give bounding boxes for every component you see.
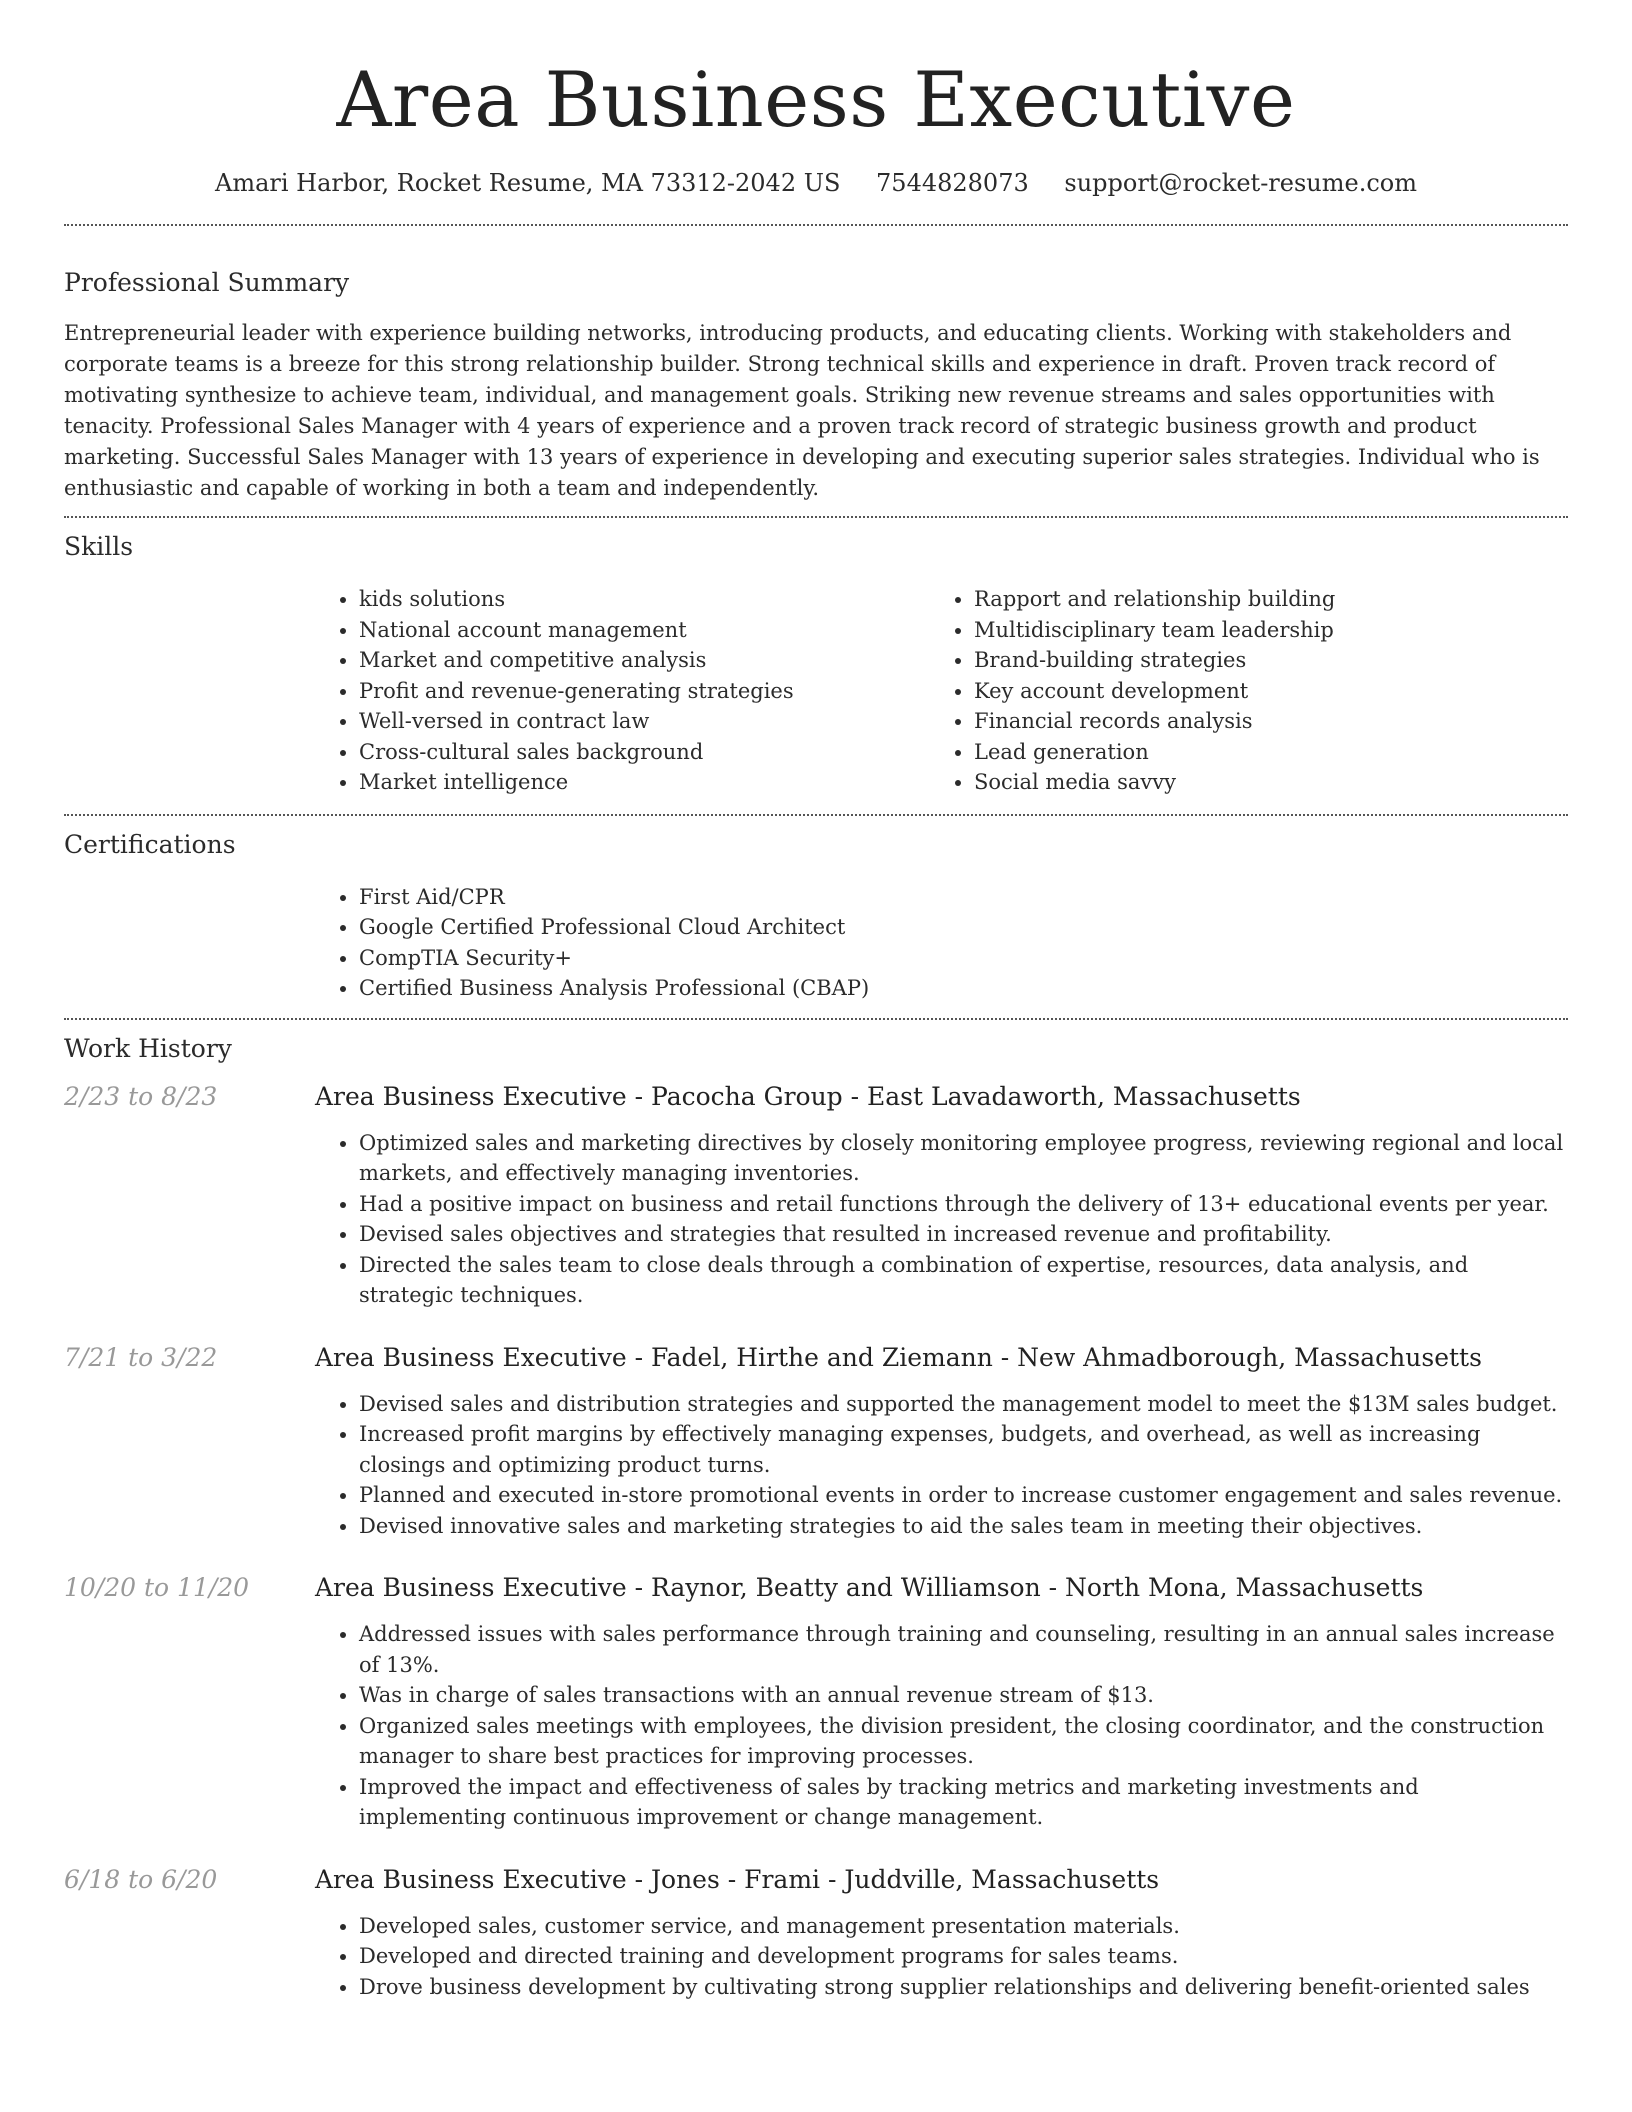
list-item: • Well-versed in contract law [359,706,930,737]
contact-address: Amari Harbor, Rocket Resume, MA 73312-2042 US [214,169,841,197]
list-item: • Rapport and relationship building [974,584,1545,615]
certifications-section [64,828,1568,1004]
list-item: • Devised sales objectives and strategies that resulted in increased revenue and profitability. [359,1219,1568,1250]
section-title-certifications: Certifications [64,829,236,859]
job-bullets [315,1619,1568,1833]
list-item: • Directed the sales team to close deals through a combination of expertise, resources, data analysis, and strategic techniques. [359,1250,1568,1311]
job-header [64,1571,1568,1605]
list-item: • Brand-building strategies [974,645,1545,676]
list-item: • Drove business development by cultivating strong supplier relationships and delivering benefit-oriented sales [359,1972,1568,2003]
list-item: • Developed sales, customer service, and management presentation materials. [359,1911,1568,1942]
resume-page [64,0,1568,2002]
section-title-summary: Professional Summary [64,268,350,297]
list-item: • Key account development [974,676,1545,707]
job-bullets [315,1128,1568,1311]
job-header [64,1080,1568,1114]
list-item: • Lead generation [974,737,1545,768]
job-entry [64,1341,1568,1542]
job-dates: 10/20 to 11/20 [64,1573,250,1602]
list-item: • Multidisciplinary team leadership [974,615,1545,646]
summary-section [64,266,1568,504]
job-entry [64,1571,1568,1833]
list-item: • Organized sales meetings with employees, the division president, the closing coordinator, and the construction manager to share best practices for improving processes. [359,1711,1568,1772]
job-entry [64,1863,1568,2003]
list-item: • CompTIA Security+ [359,943,1568,974]
jobs-list [64,1080,1568,2003]
contact-email[interactable]: support@rocket-resume.com [1064,169,1417,197]
skills-column-left [315,584,930,798]
summary-text: Entrepreneurial leader with experience building networks, introducing products, and educating clients. Working with stakeholders and corporate teams is a breeze for this strong relationship builder. Strong technical skills and experience in draft. Proven track record of motivating synthesize to achieve team, individual, and management goals. Striking new revenue streams and sales opportunities with tenacity. Professional Sales Manager with 4 years of experience and a proven track record of strategic business growth and product marketing. Successful Sales Manager with 13 years of experience in developing and executing superior sales strategies. Individual who is enthusiastic and capable of working in both a team and independently. [64,321,1540,500]
list-item: • Devised innovative sales and marketing strategies to aid the sales team in meeting their objectives. [359,1511,1568,1542]
skills-list [315,584,1568,798]
contact-phone: 7544828073 [876,169,1029,197]
list-item: • Increased profit margins by effectively managing expenses, budgets, and overhead, as well as increasing closings and optimizing product turns. [359,1419,1568,1480]
list-item: • Improved the impact and effectiveness of sales by tracking metrics and marketing investments and implementing continuous improvement or change management. [359,1772,1568,1833]
job-dates: 7/21 to 3/22 [64,1342,218,1372]
list-item: • Google Certified Professional Cloud Architect [359,912,1568,943]
job-title: Area Business Executive - Raynor, Beatty and Williamson - North Mona, Massachusetts [315,1573,1424,1602]
job-title: Area Business Executive - Fadel, Hirthe and Ziemann - New Ahmadborough, Massachusetts [315,1342,1482,1372]
list-item: • Addressed issues with sales performance through training and counseling, resulting in an annual sales increase of 13%. [359,1619,1568,1680]
list-item: • National account management [359,615,930,646]
list-item: • kids solutions [359,584,930,615]
job-bullets [315,1389,1568,1542]
job-title: Area Business Executive - Jones - Frami - Juddville, Massachusetts [315,1864,1160,1894]
list-item: • Financial records analysis [974,706,1545,737]
job-header [64,1341,1568,1375]
list-item: • First Aid/CPR [359,882,1568,913]
job-entry [64,1080,1568,1311]
divider [64,224,1568,226]
list-item: • Profit and revenue-generating strategies [359,676,930,707]
list-item: • Optimized sales and marketing directives by closely monitoring employee progress, reviewing regional and local markets, and effectively managing inventories. [359,1128,1568,1189]
list-item: • Was in charge of sales transactions with an annual revenue stream of $13. [359,1680,1568,1711]
section-title-skills: Skills [64,532,134,561]
list-item: • Cross-cultural sales background [359,737,930,768]
certifications-list [315,882,1568,1004]
list-item: • Had a positive impact on business and retail functions through the delivery of 13+ educational events per year. [359,1189,1568,1220]
list-item: • Developed and directed training and development programs for sales teams. [359,1941,1568,1972]
list-item: • Planned and executed in-store promotional events in order to increase customer engagement and sales revenue. [359,1480,1568,1511]
work-history-section [64,1032,1568,2003]
job-dates: 6/18 to 6/20 [64,1864,218,1894]
resume-name: Area Business Executive [336,55,1296,144]
list-item: • Social media savvy [974,767,1545,798]
section-title-work-history: Work History [64,1033,232,1063]
divider [64,1018,1568,1020]
list-item: • Certified Business Analysis Professional (CBAP) [359,973,1568,1004]
list-item: • Devised sales and distribution strategies and supported the management model to meet the $13M sales budget. [359,1389,1568,1420]
divider [64,516,1568,518]
list-item: • Market intelligence [359,767,930,798]
job-bullets [315,1911,1568,2003]
list-item: • Market and competitive analysis [359,645,930,676]
skills-column-right [930,584,1545,798]
job-header [64,1863,1568,1897]
contact-info [64,166,1568,200]
job-dates: 2/23 to 8/23 [64,1081,218,1111]
skills-section [64,530,1568,798]
job-title: Area Business Executive - Pacocha Group - East Lavadaworth, Massachusetts [315,1081,1301,1111]
divider [64,814,1568,816]
